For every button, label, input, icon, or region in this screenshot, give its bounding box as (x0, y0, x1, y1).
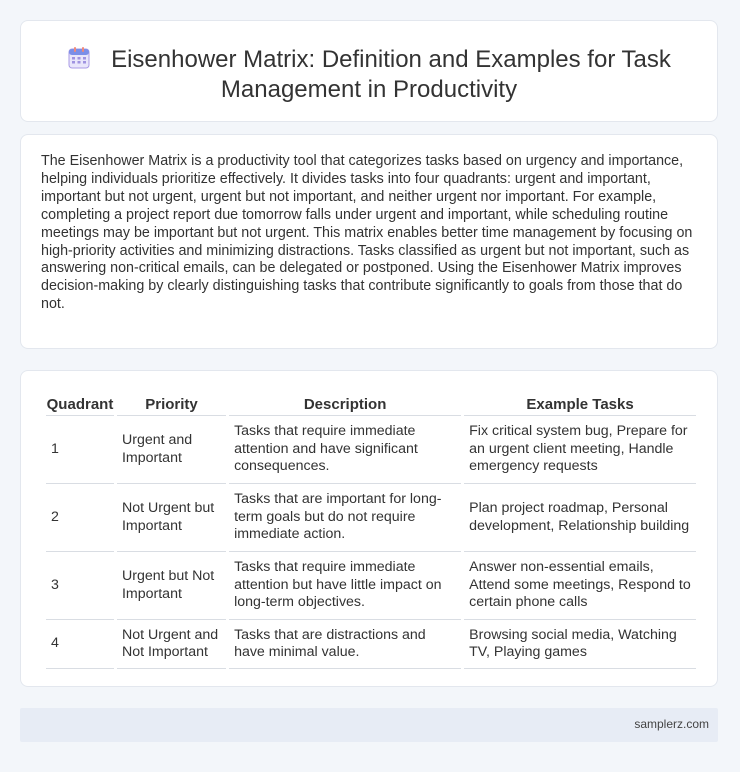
cell-quadrant: 3 (46, 552, 114, 620)
cell-description: Tasks that are distractions and have minimal value. (229, 620, 461, 669)
cell-quadrant: 2 (46, 484, 114, 552)
cell-priority: Not Urgent and Not Important (117, 620, 226, 669)
cell-example-tasks: Plan project roadmap, Personal development, Relationship building (464, 484, 696, 552)
cell-description: Tasks that require immediate attention and have significant consequences. (229, 416, 461, 484)
table-header-row (46, 393, 696, 416)
header-quadrant: Quadrant (46, 393, 114, 416)
cell-quadrant: 4 (46, 620, 114, 669)
cell-priority: Urgent and Important (117, 416, 226, 484)
page-title-wrap (61, 45, 677, 105)
cell-example-tasks: Fix critical system bug, Prepare for an urgent client meeting, Handle emergency requests (464, 416, 696, 484)
cell-example-tasks: Answer non-essential emails, Attend some meetings, Respond to certain phone calls (464, 552, 696, 620)
header-example-tasks: Example Tasks (464, 393, 696, 416)
footer-bar (20, 708, 718, 742)
footer-site-link[interactable]: samplerz.com (634, 717, 709, 731)
title-card (20, 20, 718, 122)
table-row (46, 416, 696, 484)
table-card (20, 370, 718, 687)
page-title: Eisenhower Matrix: Definition and Examples for Task Management in Productivity (111, 46, 671, 103)
header-description: Description (229, 393, 461, 416)
cell-description: Tasks that are important for long-term goals but do not require immediate action. (229, 484, 461, 552)
cell-description: Tasks that require immediate attention but have little impact on long-term objectives. (229, 552, 461, 620)
table-row (46, 620, 696, 669)
matrix-table (43, 393, 699, 669)
table-row (46, 552, 696, 620)
description-text: The Eisenhower Matrix is a productivity tool that categorizes tasks based on urgency and importance, helping individuals prioritize effectively. It divides tasks into four quadrants: urgent and important, important but not urgent, urgent but not important, and neither urgent nor important. For example, completing a project report due tomorrow falls under urgent and important, while scheduling routine meetings may be important but not urgent. This matrix enables better time management by focusing on high-priority activities and minimizing distractions. Tasks classified as urgent but not important, such as answering non-critical emails, can be delegated or postponed. Using the Eisenhower Matrix improves decision-making by clearly distinguishing tasks that contribute significantly to goals from those that do not. (41, 153, 693, 313)
table-row (46, 484, 696, 552)
cell-quadrant: 1 (46, 416, 114, 484)
cell-example-tasks: Browsing social media, Watching TV, Playing games (464, 620, 696, 669)
header-priority: Priority (117, 393, 226, 416)
cell-priority: Urgent but Not Important (117, 552, 226, 620)
calendar-icon (67, 46, 91, 70)
cell-priority: Not Urgent but Important (117, 484, 226, 552)
description-card (20, 134, 718, 349)
